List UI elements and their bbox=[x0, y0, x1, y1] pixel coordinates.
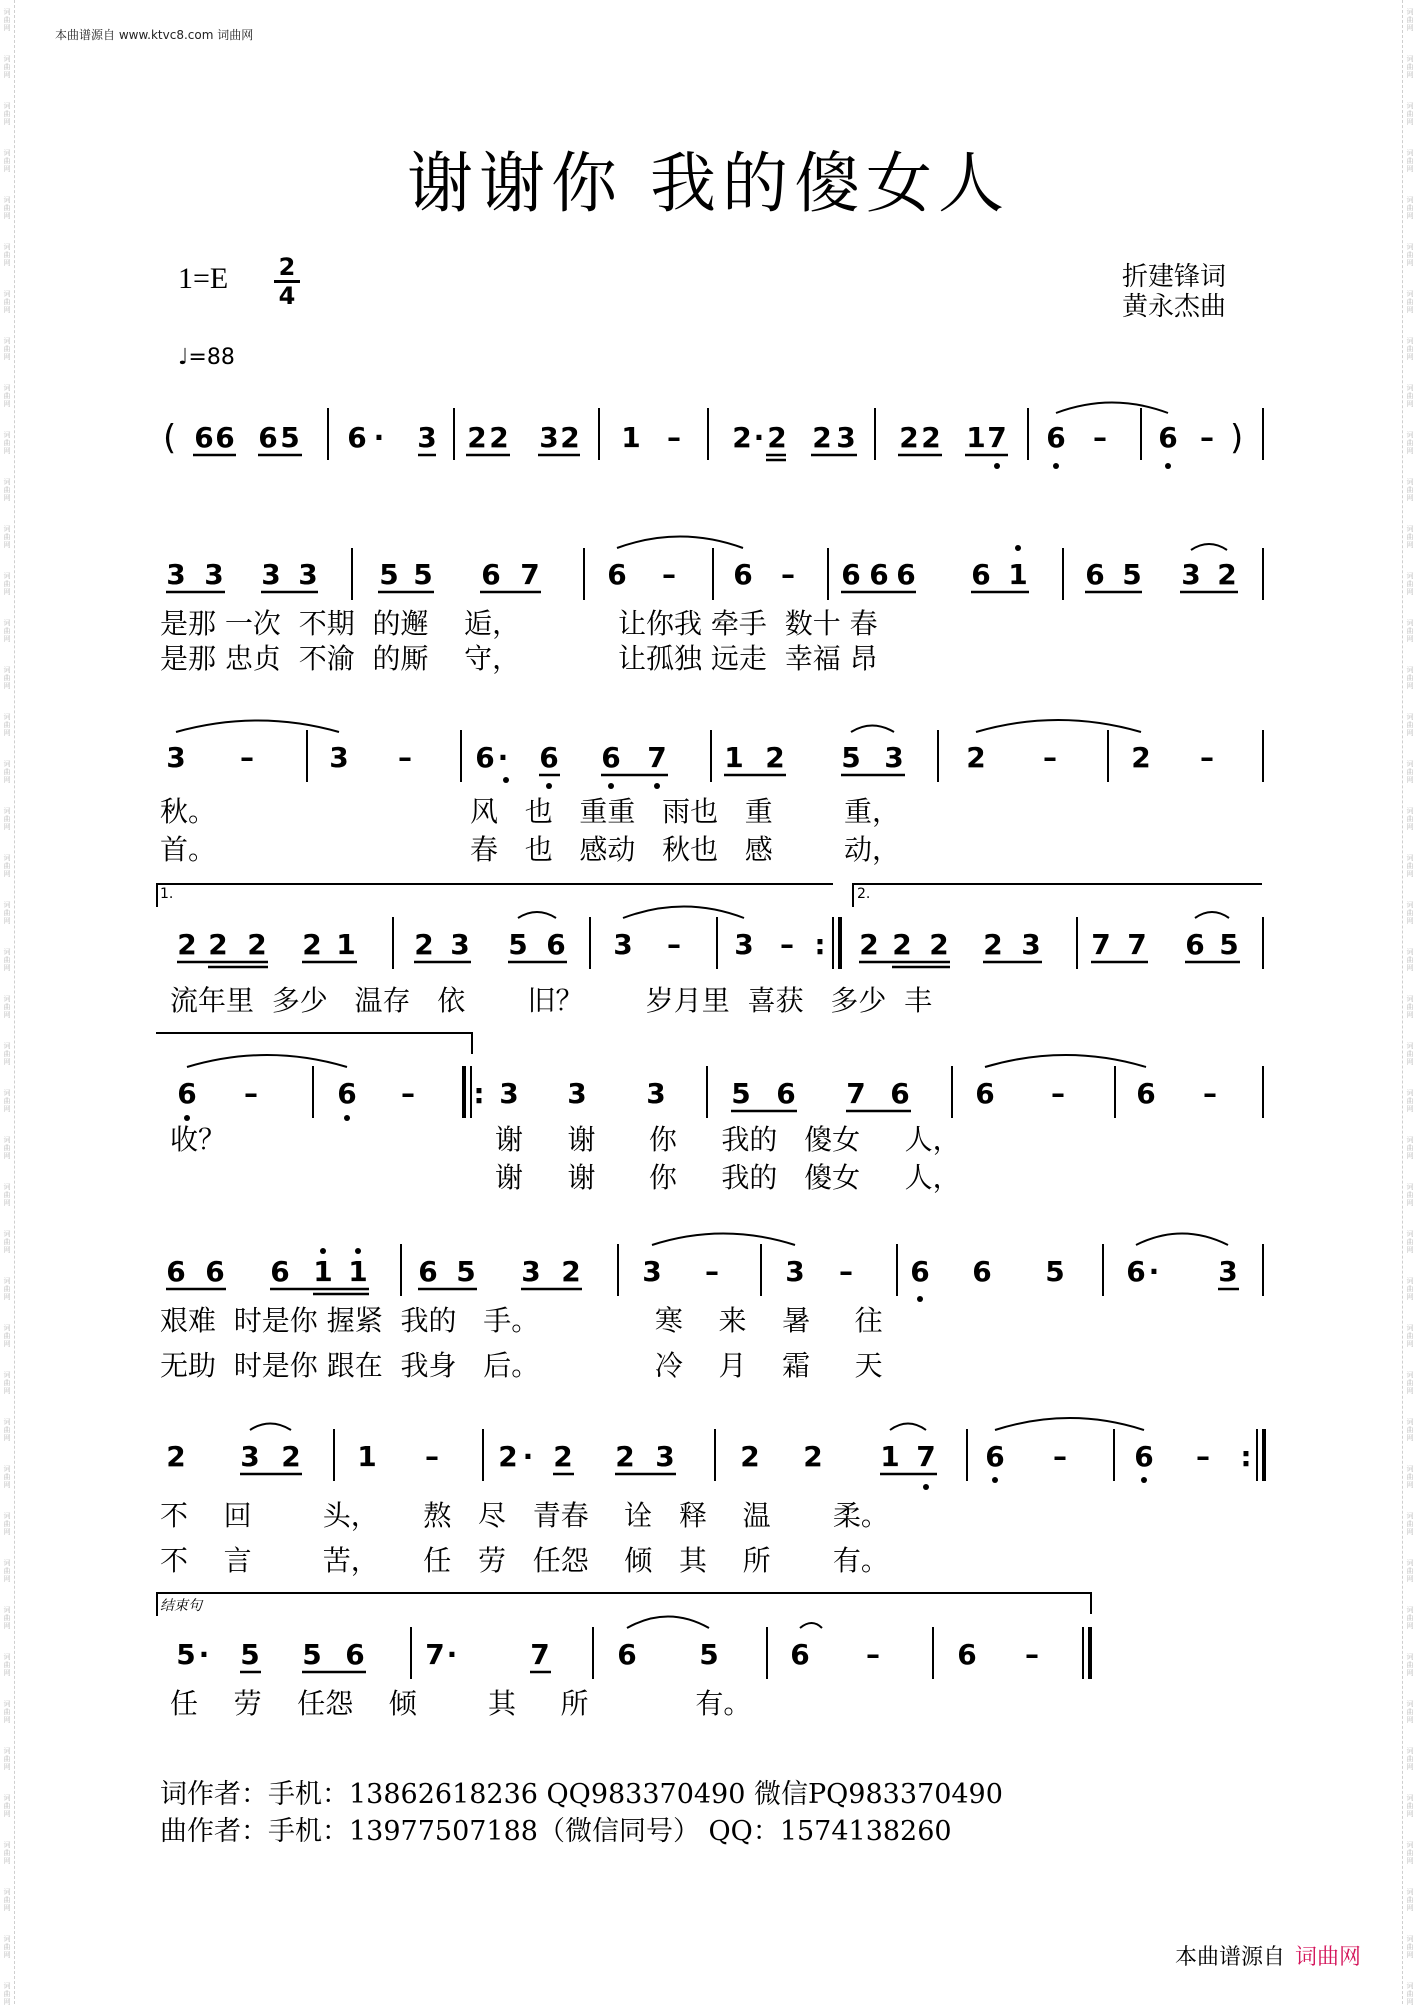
note: 1 bbox=[336, 928, 356, 961]
side-watermark: 词 曲 网 bbox=[1406, 196, 1414, 220]
note: 6 bbox=[345, 1638, 365, 1671]
side-watermark: 词 曲 网 bbox=[1406, 1747, 1414, 1771]
side-watermark: 词 曲 网 bbox=[3, 149, 11, 173]
volta-2-label: 2. bbox=[857, 886, 871, 902]
side-watermark: 词 曲 网 bbox=[3, 1935, 11, 1959]
dash: – bbox=[1051, 1077, 1065, 1110]
note: 2 bbox=[1131, 741, 1151, 774]
note: 6 bbox=[972, 1255, 992, 1288]
side-watermark: 词 曲 网 bbox=[3, 1371, 11, 1395]
side-watermark: 词 曲 网 bbox=[1406, 1324, 1414, 1348]
note: 3 bbox=[884, 741, 904, 774]
side-watermark: 词 曲 网 bbox=[3, 196, 11, 220]
side-watermark: 词 曲 网 bbox=[3, 55, 11, 79]
side-watermark: 词 曲 网 bbox=[1406, 1277, 1414, 1301]
lyrics-line4: 收？ bbox=[170, 1123, 227, 1156]
side-watermark: 词 曲 网 bbox=[1406, 1089, 1414, 1113]
note: 3 bbox=[166, 558, 186, 591]
note: 2 bbox=[892, 928, 912, 961]
lyrics-verse2-line5: 无助 时是你 跟在 我身 后。 冷 月 霜 天 bbox=[160, 1349, 883, 1382]
lyricist-contact: 词作者：手机：13862618236 QQ983370490 微信PQ983370490 bbox=[160, 1779, 1003, 1810]
note: 6 bbox=[258, 421, 278, 454]
side-watermark: 词 曲 网 bbox=[3, 431, 11, 455]
side-watermark: 词 曲 网 bbox=[3, 1089, 11, 1113]
lyrics-verse1-line6: 不 回 头， 熬 尽 青春 诠 释 温 柔。 bbox=[160, 1499, 889, 1532]
note: 2 bbox=[803, 1440, 823, 1473]
side-watermark: 词 曲 网 bbox=[3, 1982, 11, 2006]
note: 2 bbox=[467, 421, 487, 454]
note: 1 bbox=[1008, 558, 1028, 591]
footer-brand: 词曲网 bbox=[1294, 1945, 1361, 1970]
note: 2 bbox=[302, 928, 322, 961]
side-watermark: 词 曲 网 bbox=[3, 384, 11, 408]
note: 6 bbox=[790, 1638, 810, 1671]
note: 2 bbox=[929, 928, 949, 961]
note: 2 bbox=[560, 421, 580, 454]
side-watermark: 词 曲 网 bbox=[1406, 948, 1414, 972]
dash: – bbox=[398, 741, 412, 774]
dash: – bbox=[667, 421, 681, 454]
side-watermark: 词 曲 网 bbox=[1406, 8, 1414, 32]
note: 7 bbox=[647, 741, 667, 774]
side-watermark: 词 曲 网 bbox=[1406, 290, 1414, 314]
note: 3 bbox=[1218, 1255, 1238, 1288]
note: 7 bbox=[530, 1638, 550, 1671]
lyrics-verse2-line2: 首。 bbox=[160, 833, 217, 866]
note: 6 bbox=[733, 558, 753, 591]
note: 2 bbox=[859, 928, 879, 961]
dash: – bbox=[1200, 421, 1214, 454]
side-watermark: 词 曲 网 bbox=[1406, 619, 1414, 643]
note: 5 bbox=[456, 1255, 476, 1288]
side-watermark: 词 曲 网 bbox=[3, 1841, 11, 1865]
dash: – bbox=[705, 1255, 719, 1288]
note: 5 bbox=[1219, 928, 1239, 961]
side-watermark: 词 曲 网 bbox=[3, 619, 11, 643]
note: 2 bbox=[615, 1440, 635, 1473]
note: 3 bbox=[646, 1077, 666, 1110]
note: 3 bbox=[261, 558, 281, 591]
note: 6 bbox=[1134, 1440, 1154, 1473]
dash: – bbox=[667, 928, 681, 961]
dash: – bbox=[425, 1440, 439, 1473]
side-watermark: 词 曲 网 bbox=[3, 1418, 11, 1442]
dash: – bbox=[662, 558, 676, 591]
note: 3 bbox=[204, 558, 224, 591]
beams bbox=[166, 455, 1240, 1672]
side-watermark: 词 曲 网 bbox=[1406, 243, 1414, 267]
side-watermark: 词 曲 网 bbox=[1406, 572, 1414, 596]
note: 5 bbox=[413, 558, 433, 591]
note: 6 bbox=[910, 1255, 930, 1288]
note-dot: · bbox=[753, 421, 765, 454]
note: 3 bbox=[417, 421, 437, 454]
dash: – bbox=[1196, 1440, 1210, 1473]
note: 3 bbox=[499, 1077, 519, 1110]
note: 7 bbox=[916, 1440, 936, 1473]
dash: – bbox=[1053, 1440, 1067, 1473]
note: 3 bbox=[734, 928, 754, 961]
side-watermark: 词 曲 网 bbox=[3, 1136, 11, 1160]
note: 2 bbox=[489, 421, 509, 454]
side-watermark: 词 曲 网 bbox=[1406, 1606, 1414, 1630]
side-watermark: 词 曲 网 bbox=[3, 243, 11, 267]
note: 6 bbox=[194, 421, 214, 454]
note: 5 bbox=[176, 1638, 196, 1671]
note-dot: · bbox=[198, 1638, 210, 1671]
note: 5 bbox=[508, 928, 528, 961]
side-watermark: 词 曲 网 bbox=[1406, 149, 1414, 173]
side-watermark: 词 曲 网 bbox=[1406, 431, 1414, 455]
side-watermark: 词 曲 网 bbox=[3, 525, 11, 549]
side-watermark: 词 曲 网 bbox=[3, 478, 11, 502]
dash: – bbox=[244, 1077, 258, 1110]
side-watermark: 词 曲 网 bbox=[1406, 713, 1414, 737]
note: 5 bbox=[731, 1077, 751, 1110]
note: 6 bbox=[985, 1440, 1005, 1473]
repeat-start-dots: : bbox=[473, 1077, 485, 1110]
repeat-end-dots: : bbox=[1240, 1440, 1252, 1473]
note: 5 bbox=[1045, 1255, 1065, 1288]
side-watermark: 词 曲 网 bbox=[3, 1183, 11, 1207]
lyrics-ending: 任 劳 任怨 倾 其 所 有。 bbox=[170, 1687, 752, 1720]
note: 6 bbox=[601, 741, 621, 774]
note: 2 bbox=[414, 928, 434, 961]
side-watermark: 词 曲 网 bbox=[3, 1324, 11, 1348]
note: 5 bbox=[302, 1638, 322, 1671]
note: 6 bbox=[896, 558, 916, 591]
note: 2 bbox=[899, 421, 919, 454]
side-watermark: 词 曲 网 bbox=[3, 102, 11, 126]
note: 7 bbox=[425, 1638, 445, 1671]
note: 2 bbox=[765, 741, 785, 774]
note: 5 bbox=[1122, 558, 1142, 591]
dash: – bbox=[1200, 741, 1214, 774]
side-watermark: 词 曲 网 bbox=[3, 807, 11, 831]
note: 1 bbox=[357, 1440, 377, 1473]
note: 6 bbox=[1046, 421, 1066, 454]
lyrics-line3: 流年里 多少 温存 依 旧？ 岁月里 喜获 多少 丰 bbox=[170, 984, 933, 1017]
side-watermark: 词 曲 网 bbox=[1406, 854, 1414, 878]
side-watermark: 词 曲 网 bbox=[1406, 1465, 1414, 1489]
time-signature-bottom: 4 bbox=[278, 282, 296, 310]
side-watermark: 词 曲 网 bbox=[1406, 384, 1414, 408]
note: 6 bbox=[1158, 421, 1178, 454]
note: 2 bbox=[812, 421, 832, 454]
note: 3 bbox=[567, 1077, 587, 1110]
dash: – bbox=[1025, 1638, 1039, 1671]
note: 3 bbox=[521, 1255, 541, 1288]
note: 2 bbox=[281, 1440, 301, 1473]
quarter-note-icon: ♩ bbox=[178, 345, 189, 370]
note-dot: · bbox=[1148, 1255, 1160, 1288]
note: 3 bbox=[329, 741, 349, 774]
side-watermark: 词 曲 网 bbox=[3, 854, 11, 878]
source-note: 本曲谱源自 www.ktvc8.com 词曲网 bbox=[55, 28, 254, 42]
side-watermark: 词 曲 网 bbox=[1406, 995, 1414, 1019]
note: 6 bbox=[205, 1255, 225, 1288]
side-watermark: 词 曲 网 bbox=[3, 666, 11, 690]
side-watermark: 词 曲 网 bbox=[1406, 1042, 1414, 1066]
dash: – bbox=[1043, 741, 1057, 774]
tempo-value: =88 bbox=[188, 345, 235, 370]
note: 6 bbox=[546, 928, 566, 961]
note: 6 bbox=[971, 558, 991, 591]
side-watermark: 词 曲 网 bbox=[3, 1747, 11, 1771]
note: 3 bbox=[1021, 928, 1041, 961]
lyrics-verse1-line1: 是那 一次 不期 的邂 逅， 让你我 牵手 数十 春 bbox=[160, 607, 878, 640]
side-watermark: 词 曲 网 bbox=[1406, 1559, 1414, 1583]
side-watermark: 词 曲 网 bbox=[1406, 102, 1414, 126]
side-watermark: 词 曲 网 bbox=[3, 572, 11, 596]
note: 2 bbox=[966, 741, 986, 774]
ending-label: 结束句 bbox=[160, 1598, 202, 1614]
octave-dots bbox=[184, 463, 1171, 1490]
note: 3 bbox=[836, 421, 856, 454]
lyrics-verse1-line5: 艰难 时是你 握紧 我的 手。 寒 来 暑 往 bbox=[160, 1304, 883, 1337]
dash: – bbox=[240, 741, 254, 774]
side-watermark: 词 曲 网 bbox=[3, 1888, 11, 1912]
note: 2 bbox=[247, 928, 267, 961]
side-watermark: 词 曲 网 bbox=[1406, 1888, 1414, 1912]
note-dot: · bbox=[497, 741, 509, 774]
lyrics-verse2-line2b: 春 也 感动 秋也 感 动， bbox=[470, 833, 901, 866]
note: 2 bbox=[983, 928, 1003, 961]
side-watermark: 词 曲 网 bbox=[3, 1559, 11, 1583]
note: 6 bbox=[337, 1077, 357, 1110]
side-watermark: 词 曲 网 bbox=[1406, 666, 1414, 690]
note: 6 bbox=[177, 1077, 197, 1110]
note: 6 bbox=[539, 741, 559, 774]
note: 5 bbox=[841, 741, 861, 774]
side-watermark: 词 曲 网 bbox=[3, 1042, 11, 1066]
dash: – bbox=[781, 558, 795, 591]
note: 3 bbox=[450, 928, 470, 961]
note: 7 bbox=[987, 421, 1007, 454]
dash: – bbox=[1203, 1077, 1217, 1110]
side-watermark: 词 曲 网 bbox=[3, 1794, 11, 1818]
note: 6 bbox=[270, 1255, 290, 1288]
time-signature-top: 2 bbox=[278, 253, 296, 281]
note: 6 bbox=[1085, 558, 1105, 591]
note: 6 bbox=[607, 558, 627, 591]
note: 1 bbox=[621, 421, 641, 454]
side-watermark: 词 曲 网 bbox=[1406, 1418, 1414, 1442]
side-watermark: 词 曲 网 bbox=[3, 760, 11, 784]
side-watermark: 词 曲 网 bbox=[3, 948, 11, 972]
side-watermark: 词 曲 网 bbox=[1406, 1371, 1414, 1395]
dash: – bbox=[866, 1638, 880, 1671]
intro-open-paren: ( bbox=[163, 418, 177, 458]
intro-close-paren: ) bbox=[1230, 418, 1244, 458]
note: 5 bbox=[280, 421, 300, 454]
note: 6 bbox=[869, 558, 889, 591]
note: 6 bbox=[481, 558, 501, 591]
song-title: 谢谢你 我的傻女人 bbox=[407, 145, 1010, 222]
side-watermark: 词 曲 网 bbox=[3, 1465, 11, 1489]
note: 3 bbox=[642, 1255, 662, 1288]
lyrics-verse1-line2b: 风 也 重重 雨也 重 重， bbox=[470, 795, 901, 828]
lyrics-verse2-line6: 不 言 苦， 任 劳 任怨 倾 其 所 有。 bbox=[160, 1544, 889, 1577]
note: 2 bbox=[553, 1440, 573, 1473]
note: 5 bbox=[379, 558, 399, 591]
side-watermark: 词 曲 网 bbox=[3, 1512, 11, 1536]
note: 6 bbox=[841, 558, 861, 591]
note: 6 bbox=[1136, 1077, 1156, 1110]
note: 3 bbox=[613, 928, 633, 961]
side-watermark: 词 曲 网 bbox=[3, 1606, 11, 1630]
side-watermark: 词 曲 网 bbox=[1406, 478, 1414, 502]
note: 6 bbox=[215, 421, 235, 454]
note: 2 bbox=[498, 1440, 518, 1473]
side-watermark: 词 曲 网 bbox=[1406, 1230, 1414, 1254]
note: 2 bbox=[561, 1255, 581, 1288]
note: 6 bbox=[957, 1638, 977, 1671]
composer-contact: 曲作者：手机：13977507188（微信同号） QQ：1574138260 bbox=[160, 1816, 952, 1847]
note: 2 bbox=[1217, 558, 1237, 591]
side-watermark: 词 曲 网 bbox=[1406, 1653, 1414, 1677]
note: 3 bbox=[539, 421, 559, 454]
note: 1 bbox=[966, 421, 986, 454]
note: 7 bbox=[1127, 928, 1147, 961]
note: 1 bbox=[880, 1440, 900, 1473]
note-dot: · bbox=[446, 1638, 458, 1671]
note: 6 bbox=[166, 1255, 186, 1288]
lyrics-verse2-chorus: 谢 谢 你 我的 傻女 人， bbox=[495, 1161, 961, 1194]
dash: – bbox=[780, 928, 794, 961]
side-watermark: 词 曲 网 bbox=[3, 337, 11, 361]
note: 2 bbox=[921, 421, 941, 454]
note: 3 bbox=[785, 1255, 805, 1288]
note: 6 bbox=[1185, 928, 1205, 961]
side-watermark: 词 曲 网 bbox=[1406, 1700, 1414, 1724]
note: 7 bbox=[520, 558, 540, 591]
repeat-end-dots: : bbox=[814, 928, 826, 961]
side-watermark: 词 曲 网 bbox=[1406, 1794, 1414, 1818]
note: 3 bbox=[240, 1440, 260, 1473]
lyrics-verse2-line1: 是那 忠贞 不渝 的厮 守， 让孤独 远走 幸福 昂 bbox=[160, 642, 878, 675]
note: 3 bbox=[166, 741, 186, 774]
ties bbox=[176, 403, 1229, 1629]
side-watermark: 词 曲 网 bbox=[3, 1653, 11, 1677]
note: 6 bbox=[617, 1638, 637, 1671]
side-watermark: 词 曲 网 bbox=[1406, 1183, 1414, 1207]
side-watermark: 词 曲 网 bbox=[1406, 55, 1414, 79]
side-watermark: 词 曲 网 bbox=[1406, 760, 1414, 784]
note: 6 bbox=[975, 1077, 995, 1110]
note: 2 bbox=[177, 928, 197, 961]
note: 6 bbox=[475, 741, 495, 774]
note: 2 bbox=[166, 1440, 186, 1473]
note-dot: · bbox=[373, 421, 385, 454]
note: 5 bbox=[240, 1638, 260, 1671]
note: 6 bbox=[418, 1255, 438, 1288]
note-dot: · bbox=[522, 1440, 534, 1473]
side-watermark: 词 曲 网 bbox=[3, 290, 11, 314]
note: 2 bbox=[208, 928, 228, 961]
note: 6 bbox=[890, 1077, 910, 1110]
dash: – bbox=[1093, 421, 1107, 454]
note: 1 bbox=[313, 1255, 333, 1288]
side-watermark: 词 曲 网 bbox=[3, 1700, 11, 1724]
note: 7 bbox=[846, 1077, 866, 1110]
note: 1 bbox=[348, 1255, 368, 1288]
note: 6 bbox=[776, 1077, 796, 1110]
note: 2 bbox=[732, 421, 752, 454]
side-watermark: 词 曲 网 bbox=[1406, 1512, 1414, 1536]
side-watermark: 词 曲 网 bbox=[3, 901, 11, 925]
note: 6 bbox=[1126, 1255, 1146, 1288]
side-watermark: 词 曲 网 bbox=[1406, 901, 1414, 925]
note: 3 bbox=[298, 558, 318, 591]
note: 2 bbox=[767, 421, 787, 454]
volta-1-label: 1. bbox=[160, 886, 174, 902]
note: 7 bbox=[1091, 928, 1111, 961]
footer-source: 本曲谱源自 bbox=[1174, 1945, 1285, 1970]
lyricist-credit: 折建锋词 bbox=[1122, 262, 1227, 292]
note: 3 bbox=[1181, 558, 1201, 591]
lyrics-verse1-line2: 秋。 bbox=[160, 795, 217, 828]
note: 2 bbox=[740, 1440, 760, 1473]
side-watermark: 词 曲 网 bbox=[3, 1230, 11, 1254]
side-watermark: 词 曲 网 bbox=[1406, 1982, 1414, 2006]
side-watermark: 词 曲 网 bbox=[3, 995, 11, 1019]
side-watermark: 词 曲 网 bbox=[3, 8, 11, 32]
key-signature: 1=E bbox=[178, 262, 229, 295]
dash: – bbox=[401, 1077, 415, 1110]
side-watermark: 词 曲 网 bbox=[1406, 525, 1414, 549]
side-watermark: 词 曲 网 bbox=[1406, 1935, 1414, 1959]
composer-credit: 黄永杰曲 bbox=[1122, 292, 1227, 322]
side-watermark: 词 曲 网 bbox=[1406, 1136, 1414, 1160]
note: 6 bbox=[347, 421, 367, 454]
note: 1 bbox=[724, 741, 744, 774]
side-watermark: 词 曲 网 bbox=[1406, 337, 1414, 361]
side-watermark: 词 曲 网 bbox=[3, 713, 11, 737]
side-watermark: 词 曲 网 bbox=[3, 1277, 11, 1301]
dash: – bbox=[839, 1255, 853, 1288]
note: 5 bbox=[699, 1638, 719, 1671]
side-watermark: 词 曲 网 bbox=[1406, 1841, 1414, 1865]
lyrics-verse1-chorus: 谢 谢 你 我的 傻女 人， bbox=[495, 1123, 961, 1156]
side-watermark: 词 曲 网 bbox=[1406, 807, 1414, 831]
note: 3 bbox=[655, 1440, 675, 1473]
